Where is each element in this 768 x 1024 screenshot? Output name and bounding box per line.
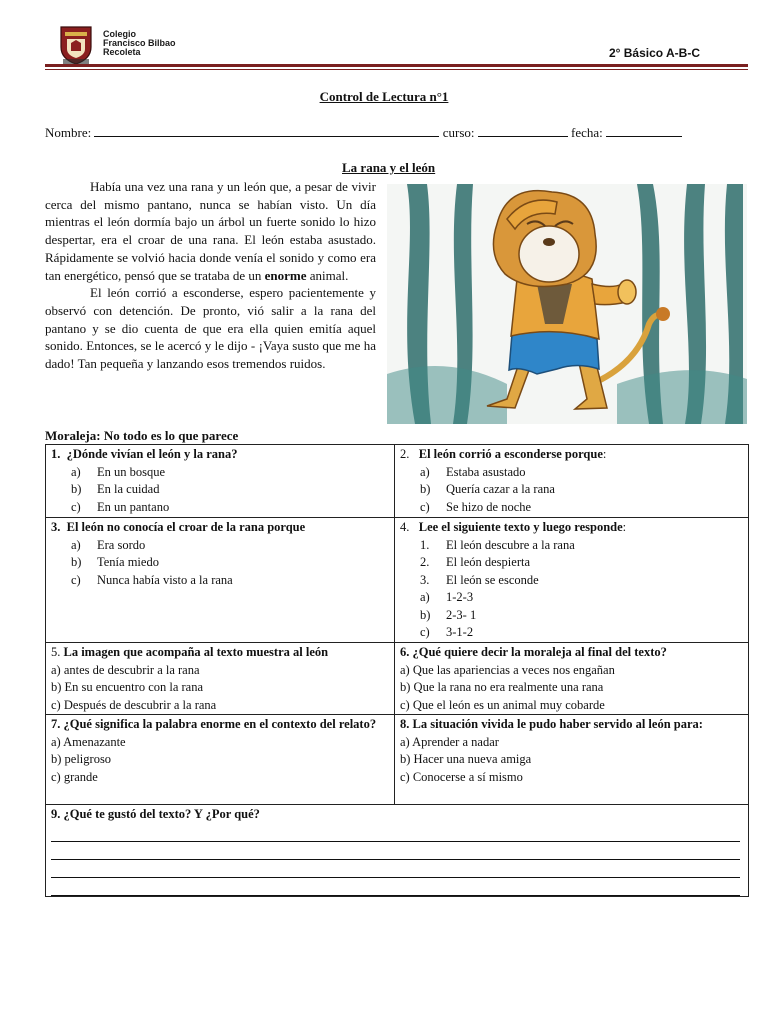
option-letter: c) [71, 499, 81, 514]
question-5 [46, 643, 395, 715]
option-text: En la cuidad [97, 482, 160, 496]
date-label: fecha: [571, 125, 603, 140]
option-item[interactable] [420, 499, 744, 517]
question-text: ¿Qué te gustó del texto? Y ¿Por qué? [63, 807, 260, 821]
option-text: 1-2-3 [446, 590, 474, 604]
option-item[interactable] [71, 499, 390, 517]
question-1 [46, 445, 395, 518]
option-item[interactable] [71, 481, 390, 499]
question-heading [51, 806, 744, 824]
option-text: En un bosque [97, 464, 166, 479]
question-9 [46, 805, 749, 897]
question-heading [400, 716, 744, 734]
table-row [46, 518, 749, 643]
question-text: El león corrió a esconderse porque [418, 447, 603, 461]
option-letter: b) [71, 482, 82, 496]
option-item[interactable]: a) Aprender a nadar [400, 734, 499, 749]
option-text: 3-1-2 [446, 625, 474, 639]
question-suffix: : [622, 520, 627, 534]
option-letter: b) [420, 482, 431, 496]
option-letter: a) [71, 537, 81, 552]
question-heading [51, 716, 390, 734]
answer-line[interactable] [51, 878, 740, 896]
name-label: Nombre: [45, 125, 92, 140]
question-heading [51, 644, 390, 662]
header-rule-thin [45, 69, 748, 70]
option-item[interactable]: a) Que las apariencias a veces nos engañan [400, 662, 615, 677]
option-letter: a) [420, 590, 430, 604]
option-item[interactable] [420, 607, 744, 625]
options-list [51, 464, 390, 517]
sequence-item [420, 572, 744, 590]
options-list [51, 537, 390, 590]
header-rule [45, 64, 748, 67]
sequence-item [420, 537, 744, 555]
option-item[interactable]: c) Conocerse a sí mismo [400, 769, 523, 784]
options-list [400, 537, 744, 642]
story-text-part: animal. [306, 267, 349, 283]
course-field[interactable] [478, 124, 568, 137]
answer-line[interactable] [51, 842, 740, 860]
name-field[interactable] [94, 124, 439, 137]
question-text: ¿Qué significa la palabra enorme en el contexto del relato? [63, 717, 377, 731]
question-number: 3. [51, 520, 61, 534]
question-heading [400, 644, 744, 662]
question-number: 9. [51, 807, 61, 821]
question-number: 7. [51, 717, 61, 731]
option-item[interactable] [420, 624, 744, 642]
date-field[interactable] [606, 124, 682, 137]
option-letter: b) [71, 555, 82, 569]
lion-illustration [387, 184, 747, 424]
story-text [45, 178, 376, 373]
option-letter: c) [420, 499, 430, 514]
moral-text: Moraleja: No todo es lo que parece [45, 428, 239, 443]
option-letter: b) [420, 607, 431, 622]
question-8 [395, 715, 749, 805]
option-item[interactable]: a) antes de descubrir a la rana [51, 662, 200, 677]
question-number: 5. [51, 645, 61, 659]
options-list [400, 464, 744, 517]
option-letter: 2. [420, 555, 430, 569]
option-item[interactable]: b) Hacer una nueva amiga [400, 752, 532, 766]
option-letter: c) [71, 572, 81, 587]
option-item[interactable] [71, 537, 390, 555]
option-text: 2-3- 1 [446, 607, 477, 622]
question-number: 8. [400, 717, 410, 731]
option-item[interactable]: c) Después de descubrir a la rana [51, 697, 217, 712]
school-line: Recoleta [103, 47, 141, 57]
option-item[interactable]: b) En su encuentro con la rana [51, 680, 204, 694]
question-number: 6. [400, 645, 410, 659]
question-heading [400, 519, 744, 537]
story-bold-word: enorme [264, 267, 307, 283]
question-number: 1. [51, 447, 61, 461]
question-4 [395, 518, 749, 643]
answer-line[interactable] [51, 824, 740, 842]
question-2 [395, 445, 749, 518]
table-row [46, 445, 749, 518]
table-row [46, 715, 749, 805]
option-item[interactable]: c) grande [51, 769, 98, 784]
option-item[interactable] [71, 554, 390, 572]
sequence-item [420, 554, 744, 572]
option-letter: 1. [420, 537, 430, 552]
option-item[interactable] [71, 572, 390, 590]
question-text: Lee el siguiente texto y luego responde [418, 520, 623, 534]
story-title: La rana y el león [342, 160, 436, 175]
question-text: ¿Dónde vivían el león y la rana? [66, 447, 238, 461]
school-line: Francisco Bilbao [103, 38, 176, 48]
option-item[interactable]: b) Que la rana no era realmente una rana [400, 680, 604, 694]
story-text-part: Había una vez una rana y un león que, a pesar de vivir cerca del mismo pantano, nunca se habían visto. Un día mientras el león dormía bajo un árbol un fuerte sonido lo hizo despertar, era el croar de una rana. El león estaba asustado. Rápidamente se volvió hacia donde venía el sonido y como era tan energético, pensó que se trataba de un [45, 179, 376, 283]
question-suffix: : [602, 447, 607, 461]
school-line: Colegio [103, 29, 136, 39]
question-3 [46, 518, 395, 643]
option-item[interactable]: a) Amenazante [51, 734, 126, 749]
question-heading [51, 446, 390, 464]
option-letter: a) [420, 464, 430, 479]
option-text: Tenía miedo [97, 555, 159, 569]
option-text: Quería cazar a la rana [446, 482, 555, 496]
option-text: Se hizo de noche [446, 499, 532, 514]
question-6 [395, 643, 749, 715]
grade-label: 2° Básico A-B-C [608, 46, 700, 60]
course-label: curso: [442, 125, 475, 140]
story-paragraph: El león corrió a esconderse, espero pacientemente y observó con detención. De pronto, vió salir a la rana del pantano y se dio cuenta de que era ella quien emitía aquel sonido. Entonces, se le acercó y le dijo - ¡Vaya susto que me ha dado! Tan pequeña y lanzando esos tremendos ruidos. [45, 285, 376, 372]
option-item[interactable]: c) Que el león es un animal muy cobarde [400, 697, 605, 712]
option-letter: a) [71, 464, 81, 479]
option-text: Nunca había visto a la rana [97, 572, 233, 587]
question-heading [51, 519, 390, 537]
option-letter: 3. [420, 572, 430, 587]
student-fields [45, 124, 745, 141]
question-number: 2. [400, 447, 410, 461]
questions-table [45, 444, 749, 897]
page-title: Control de Lectura n°1 [319, 89, 449, 104]
table-row [46, 805, 749, 897]
option-item[interactable] [420, 481, 744, 499]
question-text: El león no conocía el croar de la rana porque [66, 520, 306, 534]
story-paragraph [45, 178, 376, 284]
question-7 [46, 715, 395, 805]
school-crest-icon [59, 25, 93, 65]
question-text: La situación vivida le pudo haber servido al león para: [412, 717, 703, 731]
option-item[interactable] [71, 464, 390, 482]
option-item[interactable] [420, 589, 744, 607]
answer-line[interactable] [51, 860, 740, 878]
option-text: El león descubre a la rana [446, 537, 575, 552]
option-text: El león se esconde [446, 572, 539, 587]
school-name [103, 30, 176, 57]
option-item[interactable]: b) peligroso [51, 752, 112, 766]
question-number: 4. [400, 520, 410, 534]
option-text: El león despierta [446, 555, 530, 569]
option-text: Estaba asustado [446, 464, 526, 479]
question-heading [400, 446, 744, 464]
option-text: Era sordo [97, 537, 146, 552]
option-item[interactable] [420, 464, 744, 482]
option-text: En un pantano [97, 499, 170, 514]
question-text: ¿Qué quiere decir la moraleja al final del texto? [412, 645, 667, 659]
option-letter: c) [420, 625, 430, 639]
question-text: La imagen que acompaña al texto muestra al león [63, 645, 329, 659]
table-row [46, 643, 749, 715]
